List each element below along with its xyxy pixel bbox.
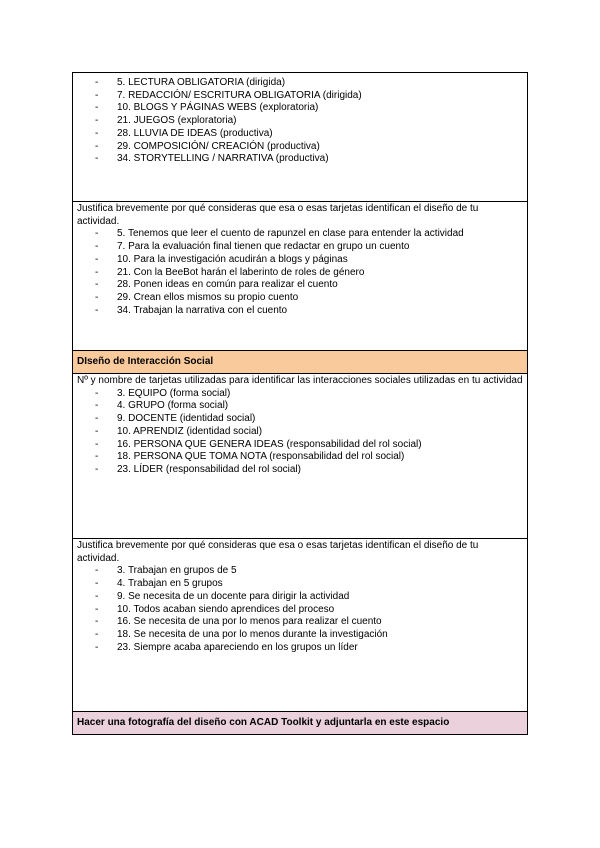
list-item: - 23. LÍDER (responsabilidad del rol social) (95, 464, 523, 477)
list-item: - 10. APRENDIZ (identidad social) (95, 426, 523, 439)
list-item: - 34. Trabajan la narrativa con el cuento (95, 305, 523, 318)
justification-prompt: Justifica brevemente por qué consideras que esa o esas tarjetas identifican el diseño de tu actividad. (77, 540, 479, 564)
learning-cards-cell (73, 73, 527, 202)
list-item: - 10. Para la investigación acudirán a blogs y páginas (95, 254, 523, 267)
list-item: - 21. JUEGOS (exploratoria) (95, 115, 523, 128)
list-item: - 28. LLUVIA DE IDEAS (productiva) (95, 128, 523, 141)
list-item: - 29. Crean ellos mismos su propio cuento (95, 292, 523, 305)
list-item: - 7. REDACCIÓN/ ESCRITURA OBLIGATORIA (dirigida) (95, 90, 523, 103)
list-item: - 18. Se necesita de una por lo menos durante la investigación (95, 629, 523, 642)
social-design-header: DIseño de Interacción Social (73, 351, 527, 374)
social-cards-cell (73, 374, 527, 539)
list-item: - 5. Tenemos que leer el cuento de rapunzel en clase para entender la actividad (95, 228, 523, 241)
justification-prompt: Justifica brevemente por qué consideras que esa o esas tarjetas identifican el diseño de tu actividad. (77, 203, 479, 227)
list-item: - 7. Para la evaluación final tienen que redactar en grupo un cuento (95, 241, 523, 254)
list-item: - 9. Se necesita de un docente para dirigir la actividad (95, 591, 523, 604)
list-item: - 18. PERSONA QUE TOMA NOTA (responsabilidad del rol social) (95, 451, 523, 464)
list-item: - 34. STORYTELLING / NARRATIVA (productiva) (95, 153, 523, 166)
list-item: - 29. COMPOSICIÓN/ CREACIÓN (productiva) (95, 141, 523, 154)
design-table (72, 72, 528, 735)
list-item: - 28. Ponen ideas en común para realizar el cuento (95, 279, 523, 292)
learning-cards-list (77, 77, 523, 166)
list-item: - 3. EQUIPO (forma social) (95, 388, 523, 401)
list-item: - 4. Trabajan en 5 grupos (95, 578, 523, 591)
list-item: - 16. PERSONA QUE GENERA IDEAS (responsabilidad del rol social) (95, 439, 523, 452)
photo-upload-header: Hacer una fotografía del diseño con ACAD Toolkit y adjuntarla en este espacio (73, 712, 527, 734)
social-justification-cell (73, 539, 527, 712)
list-item: - 10. Todos acaban siendo aprendices del proceso (95, 604, 523, 617)
list-item: - 23. Siempre acaba apareciendo en los grupos un líder (95, 642, 523, 655)
list-item: - 9. DOCENTE (identidad social) (95, 413, 523, 426)
list-item: - 4. GRUPO (forma social) (95, 400, 523, 413)
list-item: - 16. Se necesita de una por lo menos para realizar el cuento (95, 616, 523, 629)
social-cards-list (77, 388, 523, 477)
list-item: - 21. Con la BeeBot harán el laberinto de roles de género (95, 267, 523, 280)
learning-justification-cell (73, 202, 527, 351)
list-item: - 3. Trabajan en grupos de 5 (95, 565, 523, 578)
learning-justification-list (77, 228, 523, 317)
list-item: - 10. BLOGS Y PÁGINAS WEBS (exploratoria) (95, 102, 523, 115)
social-justification-list (77, 565, 523, 654)
social-cards-prompt: Nº y nombre de tarjetas utilizadas para identificar las interacciones sociales utilizadas en tu actividad (77, 375, 523, 386)
list-item: - 5. LECTURA OBLIGATORIA (dirigida) (95, 77, 523, 90)
